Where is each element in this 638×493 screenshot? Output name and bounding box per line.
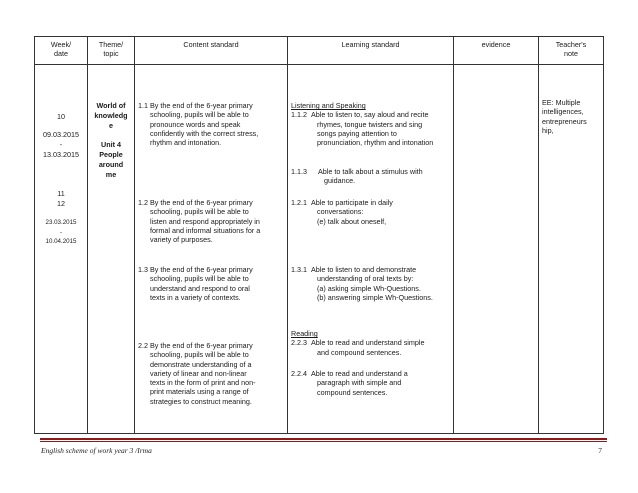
theme-line: e	[109, 121, 113, 130]
learning-standard-cell	[288, 65, 454, 434]
header-week-date: Week/ date	[35, 37, 88, 65]
footer-title: English scheme of work year 3 /Irma	[41, 446, 152, 455]
learning-block-listening: Listening and Speaking 1.1.2 Able to listen to, say aloud and recite rhymes, tongue twisters and sing songs paying attention to pronunciation, rhythm and intonation	[291, 101, 450, 147]
learning-standard-1-3-1: 1.3.1 Able to listen to and demonstrate understanding of oral texts by: (a) asking simple Wh-Questions. (b) answering simple Wh-Questions.	[291, 265, 433, 302]
scheme-of-work-table	[34, 36, 604, 434]
content-standard-1-3: 1.3 By the end of the 6-year primary schooling, pupils will be able to understand and respond to oral texts in a variety of contexts.	[138, 265, 253, 302]
topic-line: around	[98, 160, 124, 169]
theme-line: knowledg	[94, 111, 128, 120]
learning-standard-1-1-3: 1.1.3 Able to talk about a stimulus with guidance.	[291, 167, 423, 186]
skill-heading-listening-speaking: Listening and Speaking	[291, 101, 366, 110]
header-teachers-note: Teacher's note	[539, 37, 604, 65]
learning-block-reading: Reading 2.2.3 Able to read and understand simple and compound sentences.	[291, 329, 450, 357]
content-standard-2-2: 2.2 By the end of the 6-year primary schooling, pupils will be able to demonstrate understanding of a variety of linear and non-linear texts in the form of print and non- print materials using a range of strategies to construct meaning.	[138, 341, 256, 406]
learning-standard-1-2-1: 1.2.1 Able to participate in daily conversations: (e) talk about oneself,	[291, 198, 393, 226]
body-row	[35, 65, 604, 434]
content-standard-cell	[135, 65, 288, 434]
footer-divider-thin	[40, 441, 607, 442]
week-date-cell	[35, 65, 88, 434]
header-evidence: evidence	[454, 37, 539, 65]
teachers-note-cell	[539, 65, 604, 434]
theme-line: World of	[96, 101, 126, 110]
header-theme-topic: Theme/ topic	[88, 37, 135, 65]
date-start-1: 09.03.2015	[43, 130, 79, 139]
content-standard-1-1: 1.1 By the end of the 6-year primary schooling, pupils will be able to pronounce words and speak confidently with the correct stress, rhythm and intonation.	[138, 101, 259, 148]
theme-topic-cell	[88, 65, 135, 434]
skill-heading-reading: Reading	[291, 329, 318, 338]
evidence-cell	[454, 65, 539, 434]
header-learning-standard: Learning standard	[288, 37, 454, 65]
week-number-11: 11	[57, 189, 65, 198]
learning-standard-2-2-4: 2.2.4 Able to read and understand a paragraph with simple and compound sentences.	[291, 369, 408, 397]
footer-divider	[40, 438, 607, 440]
week-number-12: 12	[57, 199, 65, 208]
content-standard-1-2: 1.2 By the end of the 6-year primary schooling, pupils will be able to listen and respond appropriately in formal and informal situations for a variety of purposes.	[138, 198, 261, 245]
date-dash-2: -	[59, 229, 63, 236]
date-end-2: 10.04.2015	[45, 238, 77, 245]
topic-line: me	[105, 170, 117, 179]
unit-title: Unit 4	[101, 140, 121, 149]
date-start-2: 23.03.2015	[45, 219, 77, 226]
header-row	[35, 37, 604, 65]
header-content-standard: Content standard	[135, 37, 288, 65]
page-number: 7	[598, 446, 602, 455]
date-end-1: 13.03.2015	[43, 150, 79, 159]
date-dash-1: -	[59, 140, 63, 149]
topic-line: People	[99, 150, 123, 159]
teachers-note-text: EE: Multiple intelligences, entrepreneurs hip,	[542, 98, 587, 135]
week-number-10: 10	[57, 112, 65, 121]
